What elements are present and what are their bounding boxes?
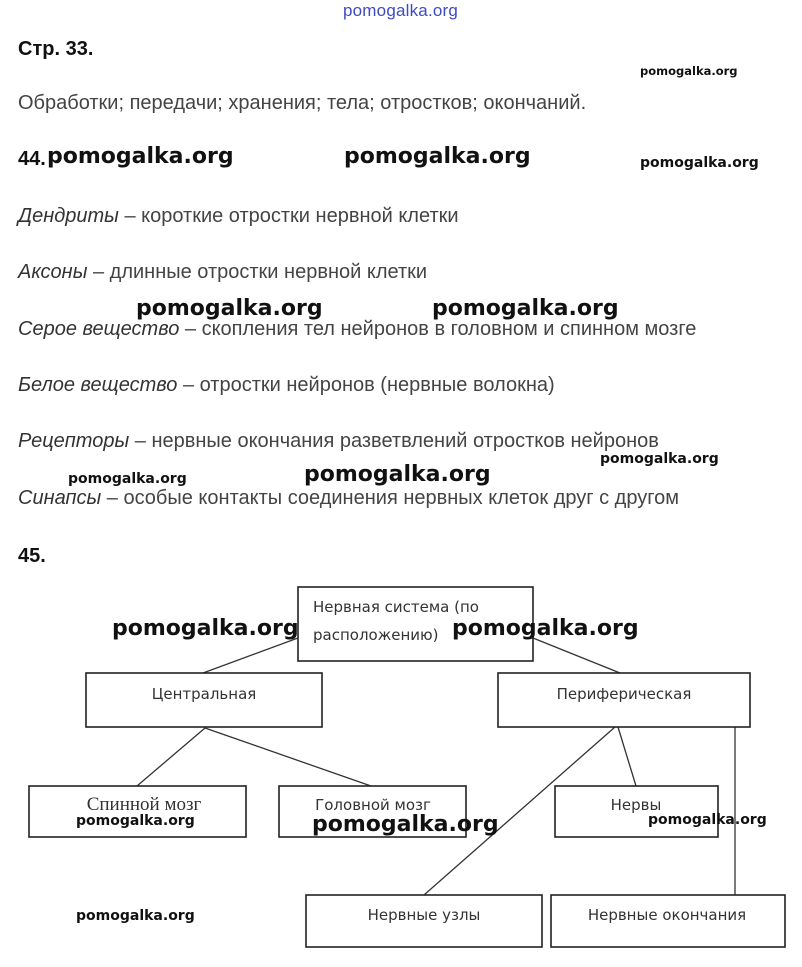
watermark: pomogalka.org bbox=[312, 812, 499, 837]
definition-text: – скопления тел нейронов в головном и спинном мозге bbox=[179, 318, 697, 340]
watermark: pomogalka.org bbox=[68, 471, 187, 487]
definition-term: Белое вещество bbox=[18, 374, 178, 396]
brain-label: Головной мозг bbox=[315, 796, 431, 814]
definition-text: – особые контакты соединения нервных клеток друг с другом bbox=[101, 487, 679, 509]
watermark: pomogalka.org bbox=[136, 296, 323, 321]
nerve-endings-label: Нервные окончания bbox=[587, 906, 747, 924]
watermark: pomogalka.org bbox=[76, 908, 195, 924]
watermark: pomogalka.org bbox=[47, 144, 234, 169]
watermark: pomogalka.org bbox=[344, 144, 531, 169]
peripheral-label: Периферическая bbox=[556, 685, 692, 703]
definition-text: – отростки нейронов (нервные волокна) bbox=[177, 374, 555, 396]
nerves-label: Нервы bbox=[610, 796, 662, 814]
definition-text: – нервные окончания разветвлений отростков нейронов bbox=[129, 430, 659, 452]
watermark: pomogalka.org bbox=[600, 451, 719, 467]
watermark: pomogalka.org bbox=[640, 155, 759, 171]
connector-line bbox=[533, 638, 620, 673]
task-45-number: 45. bbox=[18, 545, 46, 567]
watermark: pomogalka.org bbox=[304, 462, 491, 487]
answer-33-text: Обработки; передачи; хранения; тела; отростков; окончаний. bbox=[18, 92, 587, 114]
spinal-cord-label: Спинной мозг bbox=[86, 794, 202, 815]
definition-text: – длинные отростки нервной клетки bbox=[87, 261, 428, 283]
header-watermark-link[interactable]: pomogalka.org bbox=[343, 1, 459, 20]
central-label: Центральная bbox=[151, 685, 257, 703]
connector-line bbox=[203, 638, 298, 673]
page-heading: Стр. 33. bbox=[18, 38, 94, 60]
connector-line bbox=[137, 728, 205, 786]
connector-line bbox=[205, 728, 371, 786]
root-label-line1: Нервная система (по bbox=[313, 598, 479, 616]
definition-term: Синапсы bbox=[18, 487, 102, 509]
watermark: pomogalka.org bbox=[648, 812, 767, 828]
watermark: pomogalka.org bbox=[76, 813, 195, 829]
watermark: pomogalka.org bbox=[432, 296, 619, 321]
ganglia-label: Нервные узлы bbox=[367, 906, 481, 924]
root-label-line2: расположению) bbox=[313, 626, 439, 644]
definition-term: Серое вещество bbox=[18, 318, 180, 340]
definition-text: – короткие отростки нервной клетки bbox=[118, 205, 459, 227]
watermark: pomogalka.org bbox=[640, 64, 738, 78]
task-44-number: 44. bbox=[18, 148, 46, 170]
connector-line bbox=[618, 727, 636, 786]
watermark: pomogalka.org bbox=[452, 616, 639, 641]
watermark: pomogalka.org bbox=[112, 616, 299, 641]
definition-term: Аксоны bbox=[18, 261, 88, 283]
definition-term: Дендриты bbox=[18, 205, 119, 227]
definition-term: Рецепторы bbox=[18, 430, 130, 452]
